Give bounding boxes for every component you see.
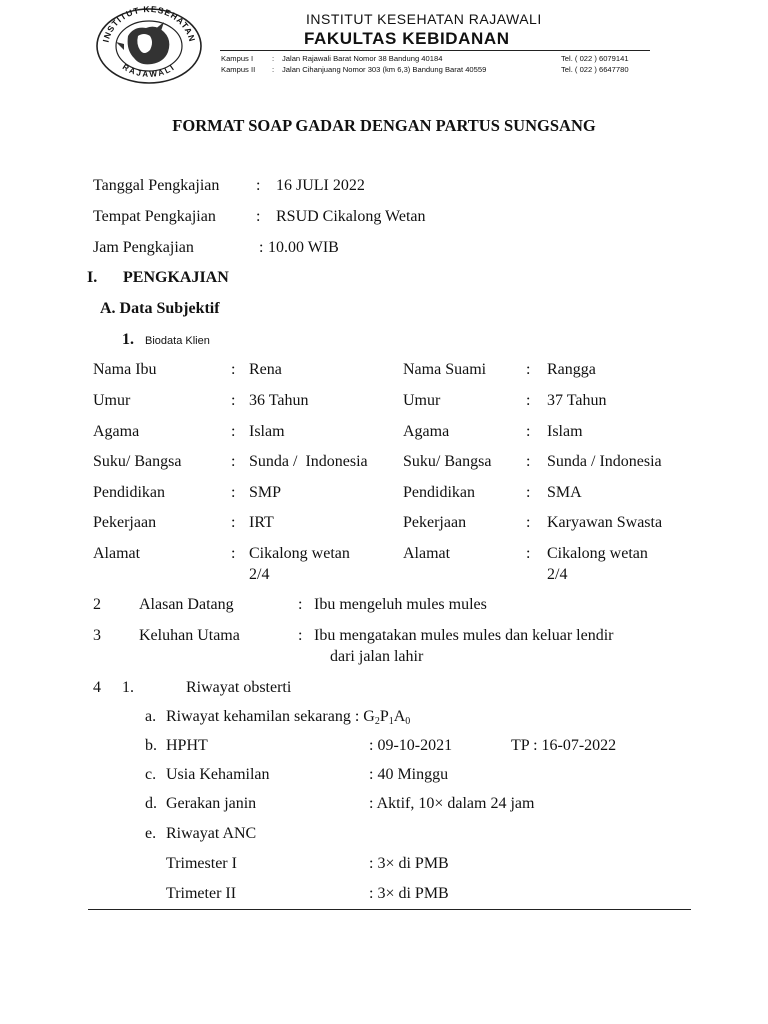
husband-address-label: Alamat [403,545,451,562]
husband-ethnicity-value: Sunda / Indonesia [547,453,662,470]
row-sep: : [526,545,531,562]
complaint-value-line2: dari jalan lahir [330,648,424,665]
mother-occupation-value: IRT [249,514,274,531]
mother-religion-label: Agama [93,423,140,440]
logo-text-bottom: RAJAWALI [120,62,178,79]
mother-ethnicity-label: Suku/ Bangsa [93,453,182,470]
campus2-phone: Tel. ( 022 ) 6647780 [561,65,629,74]
complaint-number: 3 [93,627,101,644]
anc-history-label: Riwayat ANC [166,825,257,842]
mother-age-label: Umur [93,392,131,409]
mother-name-label: Nama Ibu [93,361,157,378]
husband-name-label: Nama Suami [403,361,487,378]
list-letter: d. [145,795,157,812]
row-sep: : [231,423,236,440]
row-sep: : [526,484,531,501]
abortus-letter: A [393,708,406,725]
obstetric-heading: Riwayat obsterti [186,679,292,696]
bottom-rule [88,909,691,910]
row-sep: : [231,361,236,378]
current-pregnancy-history [166,708,410,726]
husband-education-value: SMA [547,484,582,501]
husband-religion-label: Agama [403,423,450,440]
hpht-value: : 09-10-2021 [369,737,453,754]
trimester1-value: : 3× di PMB [369,855,449,872]
row-sep: : [526,361,531,378]
gravida-count: 2 [374,716,380,727]
assessment-date-sep: : [256,177,261,194]
obstetric-number: 4 [93,679,101,696]
reason-label: Alasan Datang [139,596,234,613]
row-sep: : [231,514,236,531]
logo-text-top: INSTITUT KESEHATAN [100,6,198,44]
hpht-label: HPHT [166,737,208,754]
husband-occupation-label: Pekerjaan [403,514,467,531]
para-letter: P [379,708,389,725]
trimester2-label: Trimeter II [166,885,237,902]
assessment-place-value: RSUD Cikalong Wetan [276,208,426,225]
row-sep: : [526,453,531,470]
assessment-time-value: 10.00 WIB [268,239,339,256]
list-letter: e. [145,825,157,842]
faculty-name: FAKULTAS KEBIDANAN [304,29,510,48]
header-divider [220,50,650,51]
campus2-label: Kampus II [221,65,256,74]
list-letter: b. [145,737,157,754]
biodata-heading: Biodata Klien [145,335,210,347]
para-count: 1 [388,716,394,727]
husband-address-value: Cikalong wetan [547,545,648,562]
complaint-sep: : [298,627,303,644]
row-sep: : [231,453,236,470]
husband-age-label: Umur [403,392,441,409]
trimester2-value: : 3× di PMB [369,885,449,902]
fetal-movement-label: Gerakan janin [166,795,257,812]
document-title: FORMAT SOAP GADAR DENGAN PARTUS SUNGSANG [172,116,596,135]
mother-religion-value: Islam [249,423,285,440]
assessment-time-sep: : [259,239,264,256]
assessment-date-label: Tanggal Pengkajian [93,177,220,194]
mother-address-label: Alamat [93,545,141,562]
svg-text:RAJAWALI [121,62,177,79]
subsection-title: A. Data Subjektif [100,300,220,317]
list-letter: c. [145,766,157,783]
husband-address-value-line2: 2/4 [547,566,568,583]
complaint-value: Ibu mengatakan mules mules dan keluar lendir [314,627,614,644]
row-sep: : [231,392,236,409]
husband-occupation-value: Karyawan Swasta [547,514,663,531]
mother-address-value-line2: 2/4 [249,566,270,583]
mother-age-value: 36 Tahun [249,392,309,409]
complaint-label: Keluhan Utama [139,627,240,644]
assessment-date-value: 16 JULI 2022 [276,177,365,194]
biodata-number: 1. [122,331,134,348]
campus2-sep: : [272,65,275,74]
mother-occupation-label: Pekerjaan [93,514,157,531]
campus1-address: Jalan Rajawali Barat Nomor 38 Bandung 40184 [282,54,443,63]
abortus-count: 0 [405,716,411,727]
reason-sep: : [298,596,303,613]
fetal-movement-value: : Aktif, 10× dalam 24 jam [369,795,535,812]
row-sep: : [526,423,531,440]
mother-education-label: Pendidikan [93,484,165,501]
mother-ethnicity-value: Sunda / Indonesia [249,453,368,470]
gestational-age-value: : 40 Minggu [369,766,449,783]
mother-name-value: Rena [249,361,282,378]
husband-religion-value: Islam [547,423,583,440]
gravida-letter: G [363,708,375,725]
list-letter: a. [145,708,157,725]
campus1-label: Kampus I [221,54,254,63]
assessment-place-sep: : [256,208,261,225]
husband-age-value: 37 Tahun [547,392,607,409]
husband-ethnicity-label: Suku/ Bangsa [403,453,492,470]
campus1-sep: : [272,54,275,63]
reason-number: 2 [93,596,101,613]
assessment-place-label: Tempat Pengkajian [93,208,216,225]
husband-education-label: Pendidikan [403,484,475,501]
row-sep: : [231,484,236,501]
section-number: I. [87,269,98,286]
mother-education-value: SMP [249,484,282,501]
trimester1-label: Trimester I [166,855,237,872]
row-sep: : [231,545,236,562]
assessment-time-label: Jam Pengkajian [93,239,194,256]
row-sep: : [526,514,531,531]
campus1-phone: Tel. ( 022 ) 6079141 [561,54,629,63]
current-pregnancy-label: Riwayat kehamilan sekarang : [166,708,360,725]
institution-name: INSTITUT KESEHATAN RAJAWALI [306,11,542,27]
husband-name-value: Rangga [547,361,596,378]
due-date-value: TP : 16-07-2022 [511,737,617,754]
mother-address-value: Cikalong wetan [249,545,350,562]
section-title: PENGKAJIAN [123,269,229,286]
campus2-address: Jalan Cihanjuang Nomor 303 (km 6,3) Bandung Barat 40559 [282,65,487,74]
obstetric-subnumber: 1. [122,679,134,696]
gestational-age-label: Usia Kehamilan [166,766,270,783]
reason-value: Ibu mengeluh mules mules [314,596,487,613]
row-sep: : [526,392,531,409]
institution-logo [94,6,204,84]
